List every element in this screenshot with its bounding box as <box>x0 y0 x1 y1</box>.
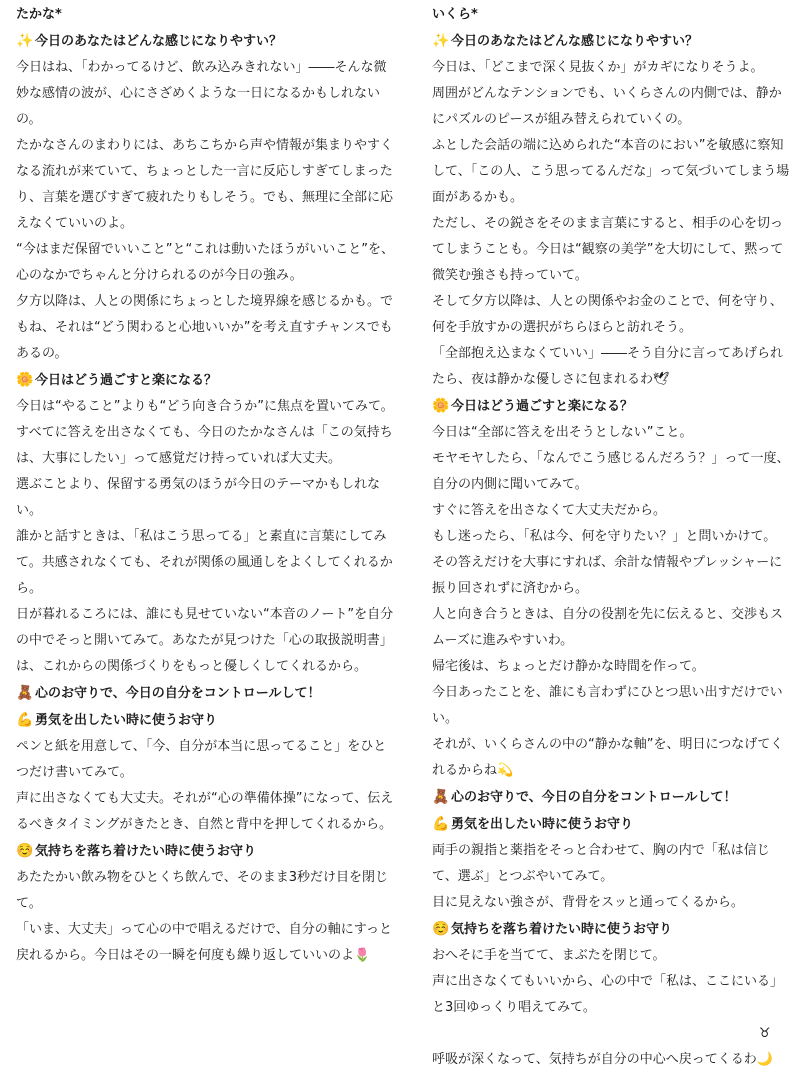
paragraph-text: 帰宅後は、ちょっとだけ静かな時間を作って。 <box>432 659 705 674</box>
section-heading-text: 今日のあなたはどんな感じになりやすい？ <box>35 34 283 49</box>
paragraph <box>16 524 398 602</box>
section-heading <box>432 916 794 943</box>
paragraph-text: 周囲がどんなテンションでも、いくらさんの内側では、静かにパズルのピースが組み替えられていくの。 <box>432 86 782 127</box>
paragraph-text: 「全部抱え込まなくていい」――そう自分に言ってあげられたら、夜は静かな優しさに包まれるわ <box>432 346 784 387</box>
section-heading-text: 今日のあなたはどんな感じになりやすい？ <box>451 34 699 49</box>
reading-body <box>16 28 398 969</box>
section-heading <box>16 707 398 734</box>
tulip-icon: 🌷 <box>354 948 371 963</box>
paragraph-text: 誰かと話すときは、「私はこう思ってる」と素直に言葉にしてみて。共感されなくても、それが関係の風通しをよくしてくれるから。 <box>16 529 393 596</box>
flexed-arm-icon: 💪 <box>432 816 450 832</box>
paragraph <box>16 420 398 472</box>
sunflower-icon: 🌼 <box>16 372 34 388</box>
paragraph-text: すべてに答えを出さなくても、今日のたかなさんは「この気持ちは、大事にしたい」って感覚だけ持っていれば大丈夫。 <box>16 425 393 466</box>
paragraph <box>16 55 398 133</box>
paragraph <box>16 472 398 524</box>
teddy-bear-icon: 🧸 <box>16 685 34 701</box>
paragraph <box>16 237 398 289</box>
paragraph <box>432 446 794 498</box>
paragraph <box>16 734 398 786</box>
paragraph <box>16 394 398 420</box>
paragraph <box>432 498 794 524</box>
paragraph-text: その答えだけを大事にすれば、余計な情報やプレッシャーに振り回されずに済むから。 <box>432 555 783 596</box>
paragraph-text: 選ぶことより、保留する勇気のほうが今日のテーマかもしれない。 <box>16 477 381 518</box>
section-heading-text: 勇気を出したい時に使うお守り <box>451 817 634 832</box>
paragraph <box>432 524 794 550</box>
dove-icon: 🕊 <box>653 372 670 387</box>
paragraph <box>16 133 398 237</box>
section-heading <box>432 28 794 55</box>
paragraph <box>432 680 794 732</box>
paragraph-text: 日が暮れるころには、誰にも見せていない“本音のノート”を自分の中でそっと開いてみて。あなたが見つけた「心の取扱説明書」は、これからの関係づくりをもっと優しくしてくれるから。 <box>16 607 394 674</box>
paragraph <box>16 865 398 917</box>
paragraph <box>16 602 398 680</box>
sparkles-icon: ✨ <box>432 33 450 49</box>
section-heading-text: 心のお守りで、今日の自分をコントロールして！ <box>451 790 737 805</box>
paragraph <box>432 133 794 211</box>
teddy-bear-icon: 🧸 <box>432 789 450 805</box>
paragraph <box>432 420 794 446</box>
section-heading-text: 心のお守りで、今日の自分をコントロールして！ <box>35 686 321 701</box>
section-heading-text: 気持ちを落ち着けたい時に使うお守り <box>451 922 673 937</box>
person-name: いくら* <box>432 7 478 22</box>
paragraph-text: “今はまだ保留でいいこと”と“これは動いたほうがいいこと”を、心のなかでちゃんと分けられるのが今日の強み。 <box>16 242 394 283</box>
paragraph <box>432 943 794 969</box>
paragraph-text: 両手の親指と薬指をそっと合わせて、胸の内で「私は信じて、選ぶ」とつぶやいてみて。 <box>432 843 770 884</box>
taurus-moon-icon: ♉🌙 <box>756 1026 773 1067</box>
paragraph <box>432 550 794 602</box>
paragraph <box>432 890 794 916</box>
paragraph-text: 「いま、大丈夫」って心の中で唱えるだけで、自分の軸にすっと戻れるから。今日はその一瞬を何度も繰り返していいのよ <box>16 922 392 963</box>
section-heading-text: 勇気を出したい時に使うお守り <box>35 713 218 728</box>
paragraph-text: おへそに手を当てて、まぶたを閉じて。 <box>432 948 666 963</box>
paragraph <box>432 654 794 680</box>
paragraph-text: ただし、その鋭さをそのまま言葉にすると、相手の心を切ってしまうことも。今日は“観察の美学”を大切にして、黙って微笑む強さも持っていて。 <box>432 216 784 283</box>
smiling-face-icon: ☺️ <box>16 843 34 859</box>
reading-column-right <box>432 2 794 1073</box>
paragraph <box>432 838 794 890</box>
person-name: たかな* <box>16 7 62 22</box>
paragraph <box>432 211 794 289</box>
section-heading <box>16 28 398 55</box>
section-heading-text: 今日はどう過ごすと楽になる？ <box>451 399 634 414</box>
flexed-arm-icon: 💪 <box>16 712 34 728</box>
paragraph <box>432 602 794 654</box>
paragraph <box>432 341 794 393</box>
section-heading <box>16 367 398 394</box>
paragraph-text: 声に出さなくても大丈夫。それが“心の準備体操”になって、伝えるべきタイミングがきたとき、自然と背中を押してくれるから。 <box>16 791 394 832</box>
paragraph <box>432 55 794 81</box>
paragraph <box>432 1021 794 1073</box>
paragraph <box>432 81 794 133</box>
paragraph-text: 声に出さなくてもいいから、心の中で「私は、ここにいる」と3回ゆっくり唱えてみて。 <box>432 974 784 1015</box>
paragraph-text: 今日はね、「わかってるけど、飲み込みきれない」――そんな微妙な感情の波が、心にさざめくような一日になるかもしれないの。 <box>16 60 387 127</box>
section-heading <box>432 393 794 420</box>
sparkles-icon: ✨ <box>16 33 34 49</box>
paragraph-text: 今日は“全部に答えを出そうとしない”こと。 <box>432 425 693 440</box>
section-heading <box>432 784 794 811</box>
paragraph-text: 人と向き合うときは、自分の役割を先に伝えると、交渉もスムーズに進みやすいわ。 <box>432 607 784 648</box>
section-heading-text: 今日はどう過ごすと楽になる？ <box>35 373 218 388</box>
paragraph <box>432 289 794 341</box>
dizzy-star-icon: 💫 <box>497 763 514 778</box>
paragraph <box>16 917 398 969</box>
paragraph-text: ふとした会話の端に込められた“本音のにおい”を敏感に察知して、「この人、こう思ってるんだな」って気づいてしまう場面があるかも。 <box>432 138 790 205</box>
paragraph-text: 目に見えない強さが、背骨をスッと通ってくるから。 <box>432 895 744 910</box>
paragraph <box>16 289 398 367</box>
paragraph-text: そして夕方以降は、人との関係やお金のことで、何を守り、何を手放すかの選択がちらほらと訪れそう。 <box>432 294 783 335</box>
paragraph-text: 今日あったことを、誰にも言わずにひとつ思い出すだけでいい。 <box>432 685 783 726</box>
paragraph <box>432 969 794 1021</box>
paragraph-text: もし迷ったら、「私は今、何を守りたい？」と問いかけて。 <box>432 529 777 544</box>
paragraph-text: 今日は、「どこまで深く見抜くか」がカギになりそうよ。 <box>432 60 764 75</box>
section-heading <box>16 680 398 707</box>
paragraph-text: それが、いくらさんの中の“静かな軸”を、明日につなげてくれるからね <box>432 737 784 778</box>
paragraph-text: 今日は“やること”よりも“どう向き合うか”に焦点を置いてみて。 <box>16 399 394 414</box>
section-heading <box>16 838 398 865</box>
reading-column-left <box>16 2 398 969</box>
paragraph-text: ペンと紙を用意して、「今、自分が本当に思ってること」をひとつだけ書いてみて。 <box>16 739 387 780</box>
section-heading-text: 気持ちを落ち着けたい時に使うお守り <box>35 844 257 859</box>
section-heading <box>432 811 794 838</box>
reading-body <box>432 28 794 1073</box>
paragraph <box>432 732 794 784</box>
paragraph-text: モヤモヤしたら、「なんでこう感じるんだろう？」って一度、自分の内側に聞いてみて。 <box>432 451 790 492</box>
paragraph-text: 夕方以降は、人との関係にちょっとした境界線を感じるかも。でもね、それは“どう関わると心地いいか”を考え直すチャンスでもあるの。 <box>16 294 394 361</box>
sunflower-icon: 🌼 <box>432 398 450 414</box>
paragraph <box>16 786 398 838</box>
smiling-face-icon: ☺️ <box>432 921 450 937</box>
paragraph-text: すぐに答えを出さなくて大丈夫だから。 <box>432 503 667 518</box>
paragraph-text: あたたかい飲み物をひとくち飲んで、そのまま3秒だけ目を閉じて。 <box>16 870 389 911</box>
paragraph-text: 呼吸が深くなって、気持ちが自分の中心へ戻ってくるわ <box>432 1052 757 1067</box>
paragraph-text: たかなさんのまわりには、あちこちから声や情報が集まりやすくなる流れが来ていて、ちょっとした一言に反応しすぎてしまったり、言葉を選びすぎて疲れたりもしそう。でも、無理に全部に応えなくていいのよ。 <box>16 138 394 231</box>
